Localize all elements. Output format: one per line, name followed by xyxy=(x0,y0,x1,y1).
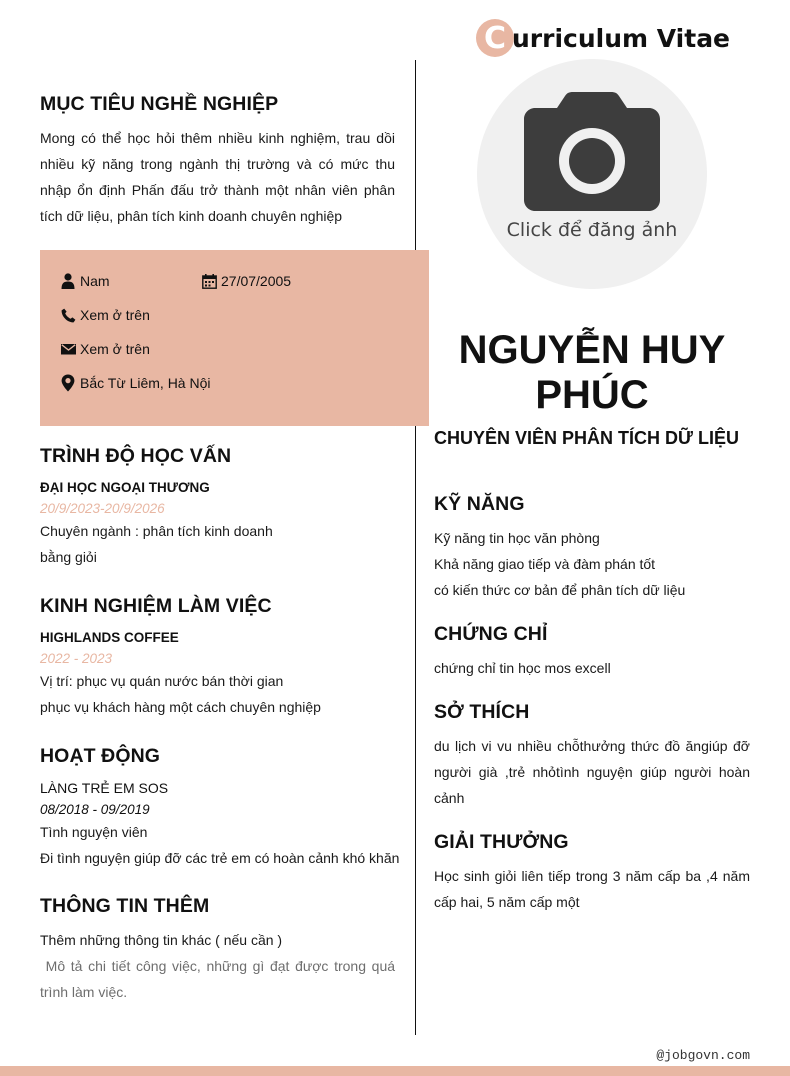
gender-value: Nam xyxy=(80,273,110,289)
career-text[interactable]: Mong có thể học hỏi thêm nhiều kinh nghiệm, trau dồi nhiều kỹ năng trong ngành thị trường và có mức thu nhập ổn định Phấn đấu trở thành một nhân viên phân tích dữ liệu, phân tích kinh doanh chuyên nghiệp xyxy=(40,130,395,224)
experience-section xyxy=(40,595,395,720)
extra-title[interactable]: THÔNG TIN THÊM xyxy=(40,895,210,917)
dob-value: 27/07/2005 xyxy=(221,273,292,289)
footer-bar xyxy=(0,1066,790,1076)
skills-list xyxy=(434,525,750,603)
user-icon xyxy=(60,273,76,289)
skill-item[interactable]: Khả năng giao tiếp và đàm phán tốt xyxy=(434,556,656,572)
education-section xyxy=(40,445,395,570)
experience-title[interactable]: KINH NGHIỆM LÀM VIỆC xyxy=(40,595,272,617)
experience-date[interactable]: 2022 - 2023 xyxy=(40,651,113,666)
awards-title[interactable]: GIẢI THƯỞNG xyxy=(434,831,569,853)
career-section xyxy=(40,93,395,229)
activities-date[interactable]: 08/2018 - 09/2019 xyxy=(40,802,150,817)
skill-item[interactable]: có kiến thức cơ bản để phân tích dữ liệu xyxy=(434,582,686,598)
experience-line-2[interactable]: phục vụ khách hàng một cách chuyên nghiệp xyxy=(40,699,321,715)
phone-icon xyxy=(60,307,76,323)
activities-line-2[interactable]: Đi tình nguyện giúp đỡ các trẻ em có hoàn cảnh khó khăn xyxy=(40,850,400,866)
activities-section xyxy=(40,745,400,871)
activities-line-1[interactable]: Tình nguyện viên xyxy=(40,824,148,840)
skill-item[interactable]: Kỹ năng tin học văn phòng xyxy=(434,530,600,546)
phone-value: Xem ở trên xyxy=(80,307,150,323)
activities-title[interactable]: HOẠT ĐỘNG xyxy=(40,745,161,767)
activities-org[interactable]: LÀNG TRẺ EM SOS xyxy=(40,780,169,796)
extra-line-2[interactable]: Mô tả chi tiết công việc, những gì đạt được trong quá trình làm việc. xyxy=(40,958,399,1000)
email-row[interactable] xyxy=(60,341,150,357)
calendar-icon xyxy=(201,273,217,289)
photo-caption: Click để đăng ảnh xyxy=(506,219,678,241)
extra-section xyxy=(40,895,399,1005)
certificates-text[interactable]: chứng chỉ tin học mos excell xyxy=(434,660,611,676)
personal-info-box xyxy=(40,250,429,426)
watermark: @jobgovn.com xyxy=(656,1048,750,1063)
full-name[interactable]: NGUYỄN HUY PHÚC xyxy=(458,328,726,417)
location-icon xyxy=(60,375,76,391)
address-row[interactable] xyxy=(60,375,211,391)
email-value: Xem ở trên xyxy=(80,341,150,357)
education-school[interactable]: ĐẠI HỌC NGOẠI THƯƠNG xyxy=(40,480,210,495)
skills-section xyxy=(434,493,750,603)
education-title[interactable]: TRÌNH ĐỘ HỌC VẤN xyxy=(40,445,232,467)
certificates-section xyxy=(434,623,750,681)
education-date[interactable]: 20/9/2023-20/9/2026 xyxy=(40,501,165,516)
awards-section xyxy=(434,831,750,915)
education-line-1[interactable]: Chuyên ngành : phân tích kinh doanh xyxy=(40,523,273,539)
phone-row[interactable] xyxy=(60,307,150,323)
mail-icon xyxy=(60,341,76,357)
address-value: Bắc Từ Liêm, Hà Nội xyxy=(80,375,211,391)
cv-header-title: urriculum Vitae xyxy=(512,23,731,53)
photo-upload[interactable] xyxy=(477,59,707,289)
skills-title[interactable]: KỸ NĂNG xyxy=(434,493,525,515)
education-line-2[interactable]: bằng giỏi xyxy=(40,549,97,565)
hobbies-text[interactable]: du lịch vi vu nhiều chỗthưởng thức đồ ăngiúp đỡ người già ,trẻ nhỏtình nguyện giúp người hoàn cảnh xyxy=(434,738,750,806)
hobbies-title[interactable]: SỞ THÍCH xyxy=(434,701,530,723)
experience-company[interactable]: HIGHLANDS COFFEE xyxy=(40,630,179,645)
awards-text[interactable]: Học sinh giỏi liên tiếp trong 3 năm cấp ba ,4 năm cấp hai, 5 năm cấp một xyxy=(434,868,750,910)
experience-line-1[interactable]: Vị trí: phục vụ quán nước bán thời gian xyxy=(40,673,284,689)
extra-line-1[interactable]: Thêm những thông tin khác ( nếu cần ) xyxy=(40,932,283,948)
column-divider xyxy=(415,60,416,1035)
hobbies-section xyxy=(434,701,750,811)
career-title[interactable]: MỤC TIÊU NGHỀ NGHIỆP xyxy=(40,93,279,115)
cv-header xyxy=(476,16,730,60)
cv-logo-letter: C xyxy=(476,19,514,57)
camera-icon xyxy=(523,92,661,212)
job-title[interactable]: CHUYÊN VIÊN PHÂN TÍCH DỮ LIỆU xyxy=(434,428,739,448)
certificates-title[interactable]: CHỨNG CHỈ xyxy=(434,623,548,645)
dob-row[interactable] xyxy=(201,273,291,289)
gender-row[interactable] xyxy=(60,273,110,289)
